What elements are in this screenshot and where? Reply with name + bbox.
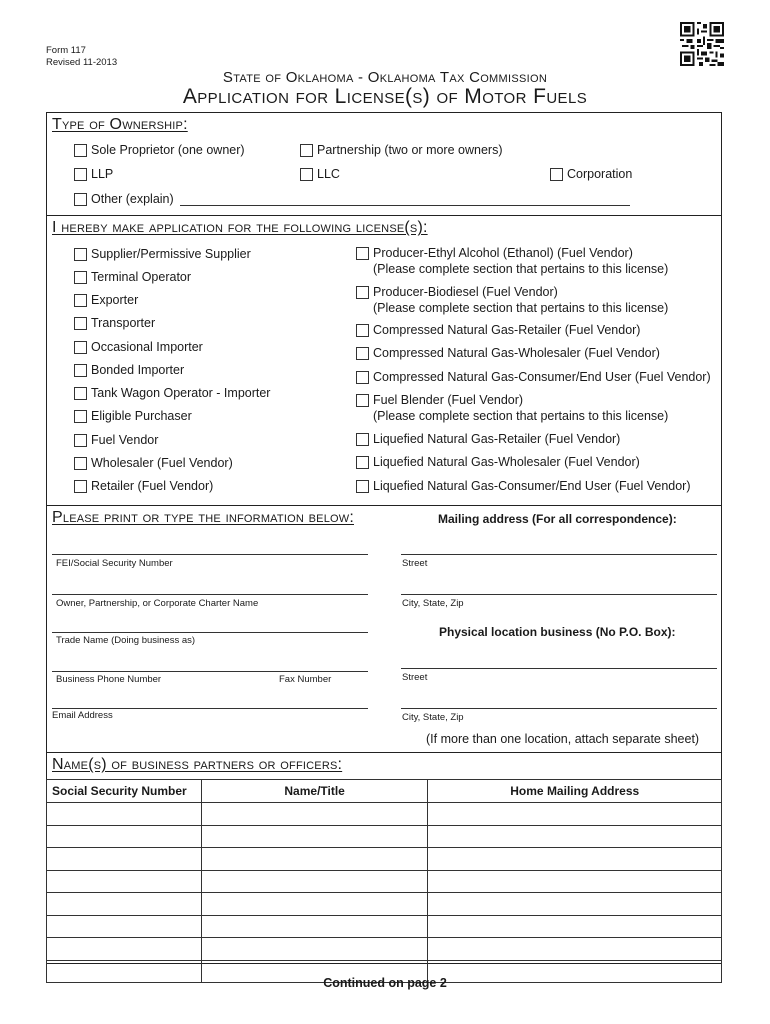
lng-wholesaler-label: Liquefied Natural Gas-Wholesaler (Fuel Vendor) [373, 455, 640, 469]
qr-code-icon [680, 22, 724, 66]
wholesaler-checkbox[interactable] [74, 457, 87, 470]
officers-table [46, 779, 722, 983]
cng-retailer-checkbox[interactable] [356, 324, 369, 337]
producer-biodiesel-checkbox[interactable] [356, 286, 369, 299]
llc-checkbox[interactable] [300, 168, 313, 181]
form-number-block [46, 45, 117, 69]
producer-ethanol-checkbox[interactable] [356, 247, 369, 260]
llp-checkbox[interactable] [74, 168, 87, 181]
transporter-label: Transporter [91, 316, 156, 330]
producer-biodiesel-note: (Please complete section that pertains to this license) [373, 301, 669, 315]
home-address-cell[interactable] [428, 870, 722, 893]
llp-label: LLP [91, 167, 114, 181]
physical-location-heading: Physical location business (No P.O. Box): [439, 625, 676, 639]
ssn-cell[interactable] [47, 870, 202, 893]
agency-heading: State of Oklahoma - Oklahoma Tax Commission [222, 69, 548, 86]
name-title-cell[interactable] [201, 893, 428, 916]
home-address-cell[interactable] [428, 893, 722, 916]
cng-consumer-checkbox[interactable] [356, 371, 369, 384]
lng-consumer-label: Liquefied Natural Gas-Consumer/End User (Fuel Vendor) [373, 479, 691, 493]
tank-wagon-label: Tank Wagon Operator - Importer [91, 386, 271, 400]
section-divider-info [46, 505, 722, 506]
ownership-heading: Type of Ownership: [52, 116, 188, 133]
physical-street-caption: Street [402, 672, 428, 683]
bonded-importer-label: Bonded Importer [91, 363, 185, 377]
name-title-cell[interactable] [201, 825, 428, 848]
supplier-checkbox[interactable] [74, 248, 87, 261]
fuel-blender-label: Fuel Blender (Fuel Vendor) [373, 393, 524, 407]
partnership-label: Partnership (two or more owners) [317, 143, 503, 157]
cng-wholesaler-label: Compressed Natural Gas-Wholesaler (Fuel Vendor) [373, 346, 660, 360]
transporter-checkbox[interactable] [74, 317, 87, 330]
retailer-label: Retailer (Fuel Vendor) [91, 479, 214, 493]
producer-ethanol-label: Producer-Ethyl Alcohol (Ethanol) (Fuel Vendor) [373, 246, 633, 260]
licenses-heading: I hereby make application for the following license(s): [52, 219, 428, 236]
owner-name-line[interactable] [52, 594, 368, 595]
table-row [47, 870, 722, 893]
home-address-cell[interactable] [428, 848, 722, 871]
table-row [47, 803, 722, 826]
officers-heading: Name(s) of business partners or officers: [52, 756, 343, 773]
home-address-column-header: Home Mailing Address [428, 780, 722, 803]
supplier-label: Supplier/Permissive Supplier [91, 247, 251, 261]
fuel-vendor-label: Fuel Vendor [91, 433, 159, 447]
name-title-cell[interactable] [201, 915, 428, 938]
lng-wholesaler-checkbox[interactable] [356, 456, 369, 469]
other-checkbox[interactable] [74, 193, 87, 206]
email-caption: Email Address [52, 710, 113, 721]
form-revision: Revised 11-2013 [46, 57, 118, 68]
producer-ethanol-note: (Please complete section that pertains to this license) [373, 262, 669, 276]
exporter-label: Exporter [91, 293, 139, 307]
eligible-purchaser-checkbox[interactable] [74, 410, 87, 423]
section-divider-officers [46, 752, 722, 753]
home-address-cell[interactable] [428, 938, 722, 961]
mailing-street-line[interactable] [401, 554, 717, 555]
occasional-importer-label: Occasional Importer [91, 340, 203, 354]
fuel-vendor-checkbox[interactable] [74, 434, 87, 447]
cng-consumer-label: Compressed Natural Gas-Consumer/End User (Fuel Vendor) [373, 370, 711, 384]
wholesaler-label: Wholesaler (Fuel Vendor) [91, 456, 233, 470]
lng-retailer-label: Liquefied Natural Gas-Retailer (Fuel Vendor) [373, 432, 621, 446]
producer-biodiesel-label: Producer-Biodiesel (Fuel Vendor) [373, 285, 558, 299]
cng-retailer-label: Compressed Natural Gas-Retailer (Fuel Vendor) [373, 323, 641, 337]
phone-fax-line[interactable] [52, 671, 368, 672]
name-title-column-header: Name/Title [201, 780, 428, 803]
owner-name-caption: Owner, Partnership, or Corporate Charter Name [56, 598, 259, 609]
name-title-cell[interactable] [201, 803, 428, 826]
corporation-checkbox[interactable] [550, 168, 563, 181]
fuel-blender-checkbox[interactable] [356, 394, 369, 407]
mailing-street-caption: Street [402, 558, 428, 569]
info-heading: Please print or type the information below: [52, 509, 354, 526]
home-address-cell[interactable] [428, 915, 722, 938]
lng-retailer-checkbox[interactable] [356, 433, 369, 446]
fei-ssn-caption: FEI/Social Security Number [56, 558, 173, 569]
ssn-cell[interactable] [47, 848, 202, 871]
table-row [47, 848, 722, 871]
other-explain-line[interactable] [180, 205, 630, 206]
table-row [47, 938, 722, 961]
name-title-cell[interactable] [201, 848, 428, 871]
fuel-blender-note: (Please complete section that pertains to this license) [373, 409, 669, 423]
officers-table-header [47, 780, 722, 803]
llc-label: LLC [317, 167, 340, 181]
trade-name-line[interactable] [52, 632, 368, 633]
multiple-location-note: (If more than one location, attach separate sheet) [426, 732, 700, 746]
form-number: Form 117 [46, 45, 86, 56]
partnership-checkbox[interactable] [300, 144, 313, 157]
home-address-cell[interactable] [428, 825, 722, 848]
sole-proprietor-checkbox[interactable] [74, 144, 87, 157]
phone-caption: Business Phone Number [56, 674, 162, 685]
ssn-column-header: Social Security Number [47, 780, 202, 803]
mailing-city-line[interactable] [401, 594, 717, 595]
form-title: Application for License(s) of Motor Fuels [182, 85, 588, 108]
bonded-importer-checkbox[interactable] [74, 364, 87, 377]
eligible-purchaser-label: Eligible Purchaser [91, 409, 192, 423]
physical-street-line[interactable] [401, 668, 717, 669]
name-title-cell[interactable] [201, 938, 428, 961]
lng-consumer-checkbox[interactable] [356, 480, 369, 493]
sole-proprietor-label: Sole Proprietor (one owner) [91, 143, 245, 157]
tank-wagon-checkbox[interactable] [74, 387, 87, 400]
ssn-cell[interactable] [47, 803, 202, 826]
ssn-cell[interactable] [47, 938, 202, 961]
table-row [47, 915, 722, 938]
continued-footer: Continued on page 2 [323, 976, 447, 990]
home-address-cell[interactable] [428, 803, 722, 826]
fax-caption: Fax Number [279, 674, 332, 685]
terminal-operator-checkbox[interactable] [74, 271, 87, 284]
ssn-cell[interactable] [47, 825, 202, 848]
fei-ssn-line[interactable] [52, 554, 368, 555]
mailing-city-caption: City, State, Zip [402, 598, 464, 609]
corporation-label: Corporation [567, 167, 633, 181]
occasional-importer-checkbox[interactable] [74, 341, 87, 354]
section-divider-licenses [46, 215, 722, 216]
mailing-address-heading: Mailing address (For all correspondence): [438, 512, 677, 526]
name-title-cell[interactable] [201, 870, 428, 893]
terminal-operator-label: Terminal Operator [91, 270, 192, 284]
email-line[interactable] [52, 708, 368, 709]
physical-city-caption: City, State, Zip [402, 712, 464, 723]
trade-name-caption: Trade Name (Doing business as) [56, 635, 196, 646]
table-row [47, 825, 722, 848]
ssn-cell[interactable] [47, 915, 202, 938]
other-label: Other (explain) [91, 192, 174, 206]
retailer-checkbox[interactable] [74, 480, 87, 493]
table-row [47, 893, 722, 916]
ssn-cell[interactable] [47, 893, 202, 916]
cng-wholesaler-checkbox[interactable] [356, 347, 369, 360]
physical-city-line[interactable] [401, 708, 717, 709]
exporter-checkbox[interactable] [74, 294, 87, 307]
